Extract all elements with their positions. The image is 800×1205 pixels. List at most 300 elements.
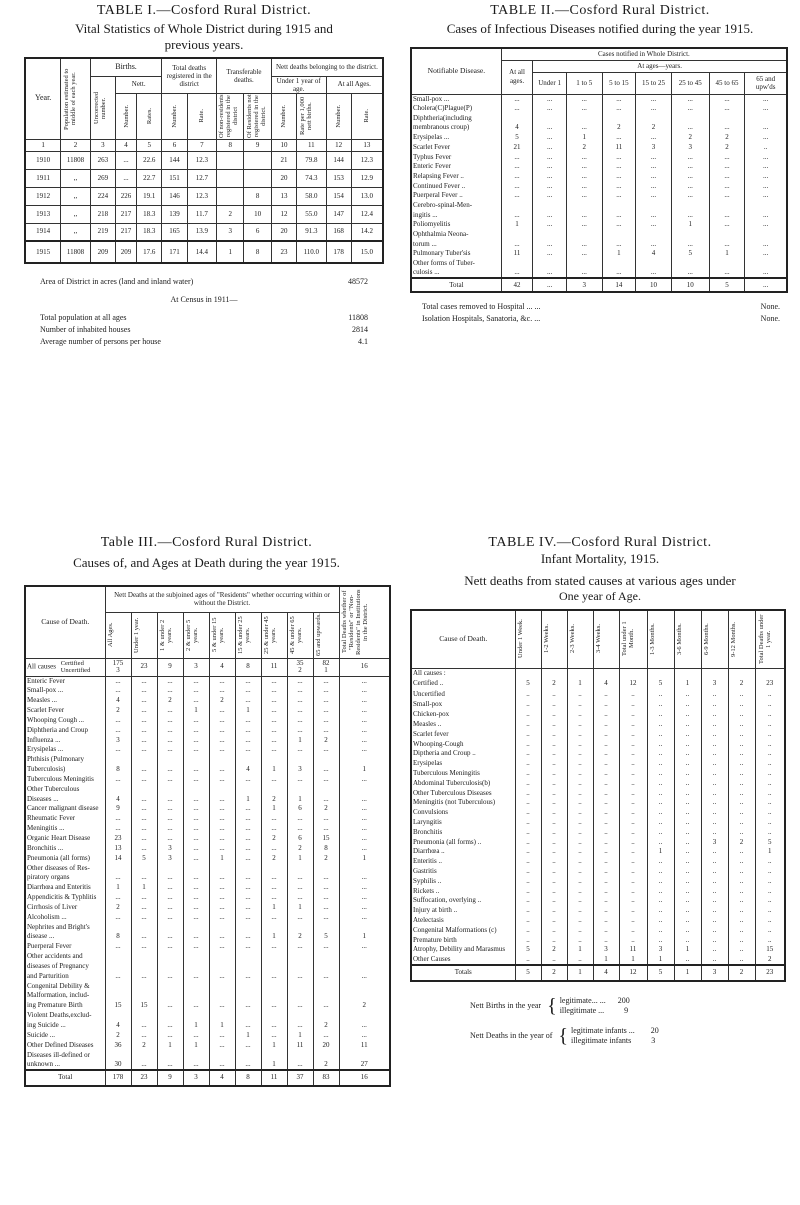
t2-cell: ... [566,104,602,114]
t3-cell: 1 [287,902,313,912]
t3-cell: ... [183,794,209,804]
t3-cell: 1 [261,902,287,912]
t2-cell: ... [602,104,636,114]
t1-cell: 178 [326,241,351,263]
t3-certified-value: 35 [296,658,304,667]
t4-row [411,759,785,769]
t3-cell: ... [131,824,157,834]
t3-cell: ... [183,715,209,725]
table-2 [410,47,788,293]
t2-row [411,123,787,133]
t4-cause-name: Bronchitis [411,827,515,837]
t2-cell [566,113,602,123]
t3-cell: 2 [261,834,287,844]
t3-cause-name: Measles ... [25,696,105,706]
t3-row [25,784,390,794]
t4-cell: .. [647,837,674,847]
t2-cell: ... [671,210,709,220]
t1-cell: ,, [61,205,90,223]
t3-cell: 1 [235,794,261,804]
t3-cell: ... [261,686,287,696]
t4-cell: .. [619,935,647,945]
t4-cell: .. [593,749,619,759]
t4-cell: .. [567,759,593,769]
t3-cell [313,991,339,1001]
t3-cell [209,755,235,765]
t3-cell: ... [261,745,287,755]
t4-cell: 5 [647,678,674,689]
t3-cell: ... [235,1040,261,1050]
t4-cell: .. [567,729,593,739]
t4-cell: .. [674,808,701,818]
t4-deaths-note-line [571,1026,659,1036]
t2-cell: ... [533,152,567,162]
t3-cell [131,981,157,991]
t2-cell: ... [671,172,709,182]
t1-census-value: 4.1 [358,337,368,346]
t2-cell: 11 [602,142,636,152]
t4-cell: 1 [593,955,619,965]
table-2-subtitle: Cases of Infectious Diseases notified during the year 1915. [446,21,754,36]
t1-cell [217,169,244,187]
t3-all-causes-cell [105,658,131,676]
t1-cell: 12.3 [351,151,383,169]
t4-cell: .. [619,778,647,788]
t4-row [411,925,785,935]
t4-cause-name: Laryngitis [411,818,515,828]
t3-cell: ... [157,824,183,834]
t3-cell: ... [157,774,183,784]
t1-cell: 1913 [25,205,61,223]
t4-cell: .. [674,759,701,769]
t1-cell: 10 [244,205,271,223]
t4-cell: .. [515,769,541,779]
t4-cell: .. [515,778,541,788]
t4-cell: .. [593,896,619,906]
t1-cell: 79.8 [297,151,326,169]
t3-cause-name: Whooping Cough ... [25,715,105,725]
t4-cell: .. [515,876,541,886]
brace-icon: { [558,1024,569,1047]
t2-cell: ... [671,94,709,104]
t3-cell: 4 [105,1021,131,1031]
t2-row [411,94,787,104]
t3-cell: ... [105,715,131,725]
t4-cell: .. [619,749,647,759]
t3-cell: ... [209,843,235,853]
t3-cell: ... [287,696,313,706]
t4-cell: .. [619,729,647,739]
t4-cell: 3 [701,678,728,689]
t3-cause-name: Erysipelas ... [25,745,105,755]
t2-cell [566,259,602,269]
t4-cell: .. [755,827,785,837]
t3-cell: ... [183,883,209,893]
t4-cell: .. [515,867,541,877]
t4-cell: 5 [755,837,785,847]
t3-cell: 15 [313,834,339,844]
t3-cell [287,961,313,971]
t3-total-cell: 83 [313,1070,339,1086]
t2-disease-name: torum ... [411,239,501,249]
t1-cell: 12.3 [187,187,216,205]
t1-cell [244,151,271,169]
t3-certified-value: 9 [168,662,172,671]
t4-empty-cell [619,668,647,678]
t3-cell: ... [131,814,157,824]
t4-cell: .. [728,689,755,700]
t3-cell [183,784,209,794]
t2-cell [501,259,533,269]
t3-cell: ... [235,883,261,893]
t3-cell [131,952,157,962]
t2-cell: ... [533,220,567,230]
t2-row [411,220,787,230]
t2-cell: ... [709,152,745,162]
t2-cell: ... [602,268,636,278]
t4-cell: .. [593,778,619,788]
t4-cell: .. [674,886,701,896]
t3-cell: ... [339,804,390,814]
t3-row [25,755,390,765]
t1-cell: 8 [244,241,271,263]
t3-cell: 15 [105,1001,131,1011]
t4-cell: .. [541,896,567,906]
t3-cell [313,784,339,794]
t4-cell: .. [567,808,593,818]
t2-cell: ... [745,172,787,182]
t4-cell: .. [728,710,755,720]
t3-cell: ... [157,942,183,952]
t4-cell: .. [674,837,701,847]
t4-cell: .. [619,827,647,837]
t1-area-label: Area of District in acres (land and inland water) [40,277,194,286]
t4-cell: .. [701,916,728,926]
table-1-title: TABLE I.—Cosford Rural District. [96,3,312,18]
t1-cell: ,, [61,187,90,205]
t3-cell [105,922,131,932]
t4-cell: .. [728,847,755,857]
t1-row [25,169,383,187]
t4-cell: .. [701,925,728,935]
t4-cause-name: Abdominal Tuberculosis(b) [411,778,515,788]
t3-row [25,932,390,942]
t2-total-row [411,278,787,292]
t3-cause-name: Congenital Debility & [25,981,105,991]
t1-col-number: 1 [25,139,61,151]
t4-cause-name: Meningitis (not Tuberculous) [411,798,515,808]
t2-cell: 1 [709,249,745,259]
t1-cell: 139 [162,205,187,223]
t3-cell: 1 [261,932,287,942]
t4-cause-name: Uncertified [411,689,515,700]
t2-cell: ... [636,104,672,114]
t3-cell: ... [131,1030,157,1040]
t3-cell [157,784,183,794]
t3-cell: ... [287,912,313,922]
t2-cell: ... [636,239,672,249]
t3-cell [339,961,390,971]
t3-cell: ... [313,902,339,912]
t1-cell: 55.0 [297,205,326,223]
t4-cell: .. [515,749,541,759]
t4-cell: .. [674,720,701,730]
t3-row [25,1001,390,1011]
t4-cell: .. [593,837,619,847]
t4-cell: .. [593,729,619,739]
t4-cell: .. [515,837,541,847]
t2-cell: ... [671,123,709,133]
t3-cell: ... [131,735,157,745]
table-4-subtitle: Infant Mortality, 1915. [540,551,660,566]
t3-cell: ... [287,893,313,903]
t4-cell: .. [728,886,755,896]
t3-cause-name: Puerperal Fever [25,942,105,952]
t3-header-cause: Cause of Death. [41,616,90,626]
t3-cell [157,1050,183,1060]
t1-cell: 8 [244,187,271,205]
t2-cell [709,230,745,240]
t3-certified-value: 175 [112,658,124,667]
t1-cell: ... [116,169,137,187]
t2-cell: 4 [636,249,672,259]
t4-cause-name: Enteritis .. [411,857,515,867]
t2-total-cell: 10 [671,278,709,292]
t1-col-number: 10 [271,139,296,151]
table-4-panel [410,534,790,1056]
t2-disease-name: Scarlet Fever [411,142,501,152]
t3-cell: 11 [287,1040,313,1050]
t2-total-cell: 14 [602,278,636,292]
t3-cell: ... [183,814,209,824]
t3-cell [209,961,235,971]
t4-cell: .. [701,935,728,945]
t3-cell [313,1011,339,1021]
t4-cell: .. [674,689,701,700]
t2-cell: ... [636,268,672,278]
table-2-title: TABLE II.—Cosford Rural District. [490,3,710,18]
t1-cell: 6 [244,223,271,241]
t4-cell: .. [701,827,728,837]
t3-row [25,1050,390,1060]
t3-cell [157,961,183,971]
t2-total-cell: 3 [566,278,602,292]
t4-cell: .. [674,700,701,710]
t3-cause-name: Other Tuberculous [25,784,105,794]
t2-cell: 2 [602,123,636,133]
t4-row [411,867,785,877]
t3-cell: 1 [261,1040,287,1050]
t3-cell: ... [209,1060,235,1070]
t3-cell: ... [261,706,287,716]
t4-row [411,739,785,749]
t3-cell [287,1050,313,1060]
t2-cell: 2 [709,133,745,143]
t4-cell: .. [728,778,755,788]
t3-cell: ... [131,834,157,844]
t2-total-cell: 5 [709,278,745,292]
t4-cell: .. [674,935,701,945]
t4-cell: 15 [755,945,785,955]
t4-totals-cell: 23 [755,965,785,981]
t4-cell: .. [755,788,785,798]
t4-cell: .. [593,827,619,837]
t1-header-nett: Nett. [131,80,146,89]
t3-cell: ... [313,725,339,735]
t2-cell: ... [533,133,567,143]
t2-cell: 1 [671,220,709,230]
t3-col-header-text: Under 1 year. [132,617,140,653]
t2-cell: ... [533,104,567,114]
t4-cell: .. [619,916,647,926]
t3-row [25,883,390,893]
t4-cell: .. [593,935,619,945]
t3-cell [209,863,235,873]
t1-area-value: 48572 [348,277,368,286]
t2-note-value: None. [760,314,780,324]
t2-cell: ... [533,142,567,152]
t4-cell: .. [701,739,728,749]
t3-cell: 1 [261,1060,287,1070]
t4-cell: .. [515,916,541,926]
t4-cause-name: Scarlet fever [411,729,515,739]
t3-cell: ... [261,676,287,686]
t3-cell [261,952,287,962]
t4-empty-cell [674,668,701,678]
t4-cell: 1 [674,945,701,955]
t2-cell: ... [602,162,636,172]
t4-cell: .. [619,925,647,935]
t2-cell: ... [533,94,567,104]
t1-col-number: 7 [187,139,216,151]
t3-cell: ... [313,814,339,824]
t2-cell: ... [533,239,567,249]
t2-col-header: Under 1 [533,72,567,94]
t2-cell [671,259,709,269]
t3-cell: ... [131,942,157,952]
t2-cell: 2 [636,123,672,133]
t3-cell [105,1011,131,1021]
t3-cell: ... [261,735,287,745]
t4-all-causes-row [411,668,785,678]
t3-cell: ... [131,873,157,883]
t3-cell: ... [313,1030,339,1040]
t4-cell: .. [728,925,755,935]
t4-cell: .. [755,808,785,818]
t4-cell: .. [755,720,785,730]
t3-cell: ... [339,725,390,735]
t4-cell: .. [647,710,674,720]
t4-cause-name: Congenital Malformations (c) [411,925,515,935]
t3-cell: ... [261,1030,287,1040]
t4-cell: .. [619,906,647,916]
t2-cell: ... [501,104,533,114]
t4-cell: .. [701,955,728,965]
t4-cell: .. [728,739,755,749]
t4-cell: .. [593,867,619,877]
t3-cell [105,952,131,962]
t2-cell [533,230,567,240]
t3-cell: ... [209,912,235,922]
t4-cell: .. [701,798,728,808]
t3-cell: 8 [105,765,131,775]
t3-row [25,922,390,932]
t4-cause-name: Atelectasis [411,916,515,926]
t3-cause-name: Tuberculous Meningitis [25,774,105,784]
t4-cell: .. [541,876,567,886]
t1-cell: 12 [271,205,296,223]
t3-cell: ... [209,932,235,942]
t2-col-header: 15 to 25 [636,72,672,94]
t4-cause-name: Whooping-Cough [411,739,515,749]
t4-cause-name: Other Causes [411,955,515,965]
t4-col-header [755,610,785,668]
t4-col-header [701,610,728,668]
t3-cell: ... [209,774,235,784]
t3-cell: ... [105,725,131,735]
t3-cell: ... [287,1060,313,1070]
t3-col-header [313,612,339,658]
t1-cell: 224 [90,187,115,205]
t4-cell: .. [567,700,593,710]
t3-cell [339,922,390,932]
t3-certified-label: Certified [60,660,84,667]
t4-cell: .. [567,769,593,779]
t3-col-header [235,612,261,658]
t3-cell: ... [131,893,157,903]
t3-total-cell: 37 [287,1070,313,1086]
t3-cause-name: unknown ... [25,1060,105,1070]
t2-cell: ... [636,94,672,104]
t4-cell: .. [515,720,541,730]
t4-cell: .. [647,778,674,788]
t4-cell: .. [728,945,755,955]
t2-total-label: Total [411,278,501,292]
t3-cell: ... [235,686,261,696]
t2-cell: 5 [671,249,709,259]
t4-cell: .. [619,886,647,896]
t2-cell: ... [602,152,636,162]
t3-row [25,725,390,735]
t3-cell: 3 [157,853,183,863]
t2-cell: ... [709,123,745,133]
t2-cell: ... [566,268,602,278]
t2-disease-name: Cholera(C)Plague(P) [411,104,501,114]
t2-row [411,133,787,143]
t3-cell: ... [209,725,235,735]
t2-disease-name: culosis ... [411,268,501,278]
t2-cell: 21 [501,142,533,152]
t4-row [411,710,785,720]
t3-cell: ... [183,942,209,952]
t4-cell: .. [619,710,647,720]
t3-cell: 1 [287,853,313,863]
t3-cell [261,981,287,991]
t1-cell: ,, [61,169,90,187]
t3-cell: ... [105,912,131,922]
t4-cell: 11 [619,945,647,955]
t3-cell: ... [157,735,183,745]
t3-cell: ... [261,873,287,883]
t1-cell: 217 [116,205,137,223]
t3-col-header [131,612,157,658]
t3-cause-name: Diarrhœa and Enteritis [25,883,105,893]
t4-empty-cell [567,668,593,678]
t3-cell: ... [209,804,235,814]
t3-cell: 1 [131,883,157,893]
t3-cell [313,981,339,991]
t4-col-header [541,610,567,668]
